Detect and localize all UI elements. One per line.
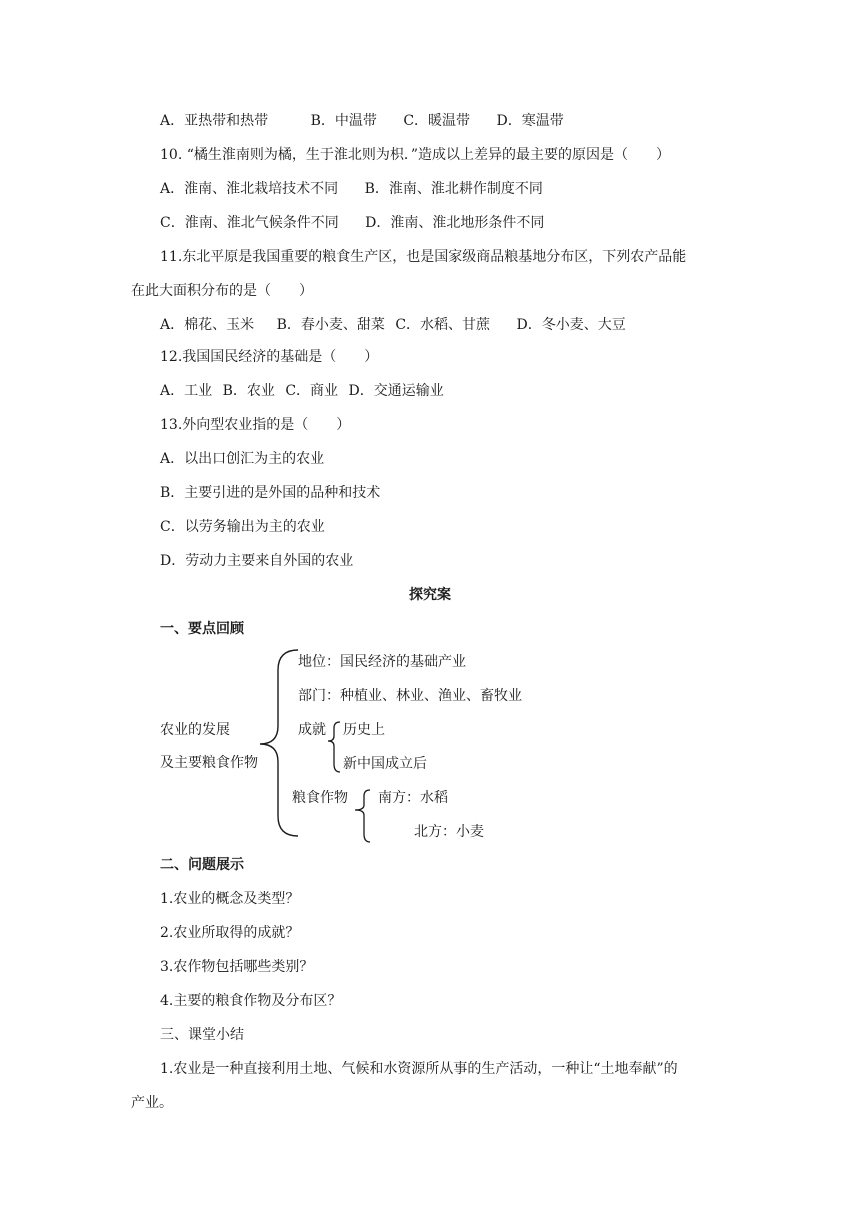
q12-option-a: A．工业 xyxy=(160,383,213,399)
part3-summary-line1: 1.农业是一种直接利用土地、气候和水资源所从事的生产活动，一种让“土地奉献”的 xyxy=(160,1061,678,1077)
section-title: 探究案 xyxy=(409,587,451,603)
q10-option-a: A．淮南、淮北栽培技术不同 xyxy=(160,181,339,197)
part2-question-2: 2.农业所取得的成就？ xyxy=(160,925,300,941)
diagram-root-line1: 农业的发展 xyxy=(160,722,230,738)
q12-option-b: B．农业 xyxy=(222,383,275,399)
q10-options-row2 xyxy=(160,213,544,233)
q9-option-c: C．暖温带 xyxy=(403,113,471,129)
q11-stem-line2: 在此大面积分布的是（ ） xyxy=(131,283,313,299)
diagram-root-line2: 及主要粮食作物 xyxy=(160,755,258,771)
part3-summary-line2: 产业。 xyxy=(131,1095,173,1111)
q11-option-b: B．春小麦、甜菜 xyxy=(276,317,385,333)
q13-option-d: D．劳动力主要来自外国的农业 xyxy=(160,553,354,569)
q11-stem-line1: 11.东北平原是我国重要的粮食生产区，也是国家级商品粮基地分布区，下列农产品能 xyxy=(160,249,687,265)
diagram-grain-south: 南方：水稻 xyxy=(378,790,448,806)
part1-heading: 一、要点回顾 xyxy=(160,621,244,637)
q11-option-a: A．棉花、玉米 xyxy=(160,317,255,333)
q11-option-c: C．水稻、甘蔗 xyxy=(395,317,491,333)
q12-stem: 12.我国国民经济的基础是（ ） xyxy=(160,349,379,365)
q9-option-b: B．中温带 xyxy=(310,113,377,129)
diagram-achievement-brace xyxy=(326,720,344,774)
part2-question-1: 1.农业的概念及类型？ xyxy=(160,891,300,907)
diagram-grain: 粮食作物 xyxy=(292,790,348,806)
q13-option-b: B．主要引进的是外国的品种和技术 xyxy=(160,485,381,501)
q10-stem: 10. “橘生淮南则为橘，生于淮北则为枳．”造成以上差异的最主要的原因是（ ） xyxy=(160,147,671,163)
q10-option-c: C．淮南、淮北气候条件不同 xyxy=(160,215,339,231)
q9-options xyxy=(160,111,564,131)
diagram-departments: 部门：种植业、林业、渔业、畜牧业 xyxy=(298,688,522,704)
q13-stem: 13.外向型农业指的是（ ） xyxy=(160,417,351,433)
q12-option-c: C．商业 xyxy=(285,383,339,399)
q11-options xyxy=(160,315,626,335)
diagram-grain-brace xyxy=(352,788,374,844)
q13-option-a: A．以出口创汇为主的农业 xyxy=(160,451,325,467)
diagram-grain-north: 北方：小麦 xyxy=(414,824,484,840)
q12-options xyxy=(160,381,444,401)
q11-option-d: D．冬小麦、大豆 xyxy=(516,317,626,333)
part2-question-4: 4.主要的粮食作物及分布区？ xyxy=(160,993,342,1009)
diagram-achievement: 成就 xyxy=(298,722,326,738)
diagram-position: 地位：国民经济的基础产业 xyxy=(298,654,466,670)
diagram-achievement-history: 历史上 xyxy=(343,722,385,738)
diagram-achievement-new-china: 新中国成立后 xyxy=(343,756,427,772)
q13-option-c: C．以劳务输出为主的农业 xyxy=(160,519,325,535)
diagram-main-brace xyxy=(256,648,302,838)
part2-question-3: 3.农作物包括哪些类别？ xyxy=(160,959,314,975)
q10-options-row1 xyxy=(160,179,543,199)
q9-option-a: A．亚热带和热带 xyxy=(160,113,269,129)
q9-option-d: D．寒温带 xyxy=(496,113,564,129)
q10-option-d: D．淮南、淮北地形条件不同 xyxy=(365,215,545,231)
q10-option-b: B．淮南、淮北耕作制度不同 xyxy=(364,181,543,197)
q12-option-d: D．交通运输业 xyxy=(348,383,444,399)
part2-heading: 二、问题展示 xyxy=(160,857,244,873)
part3-heading: 三、课堂小结 xyxy=(160,1027,244,1043)
